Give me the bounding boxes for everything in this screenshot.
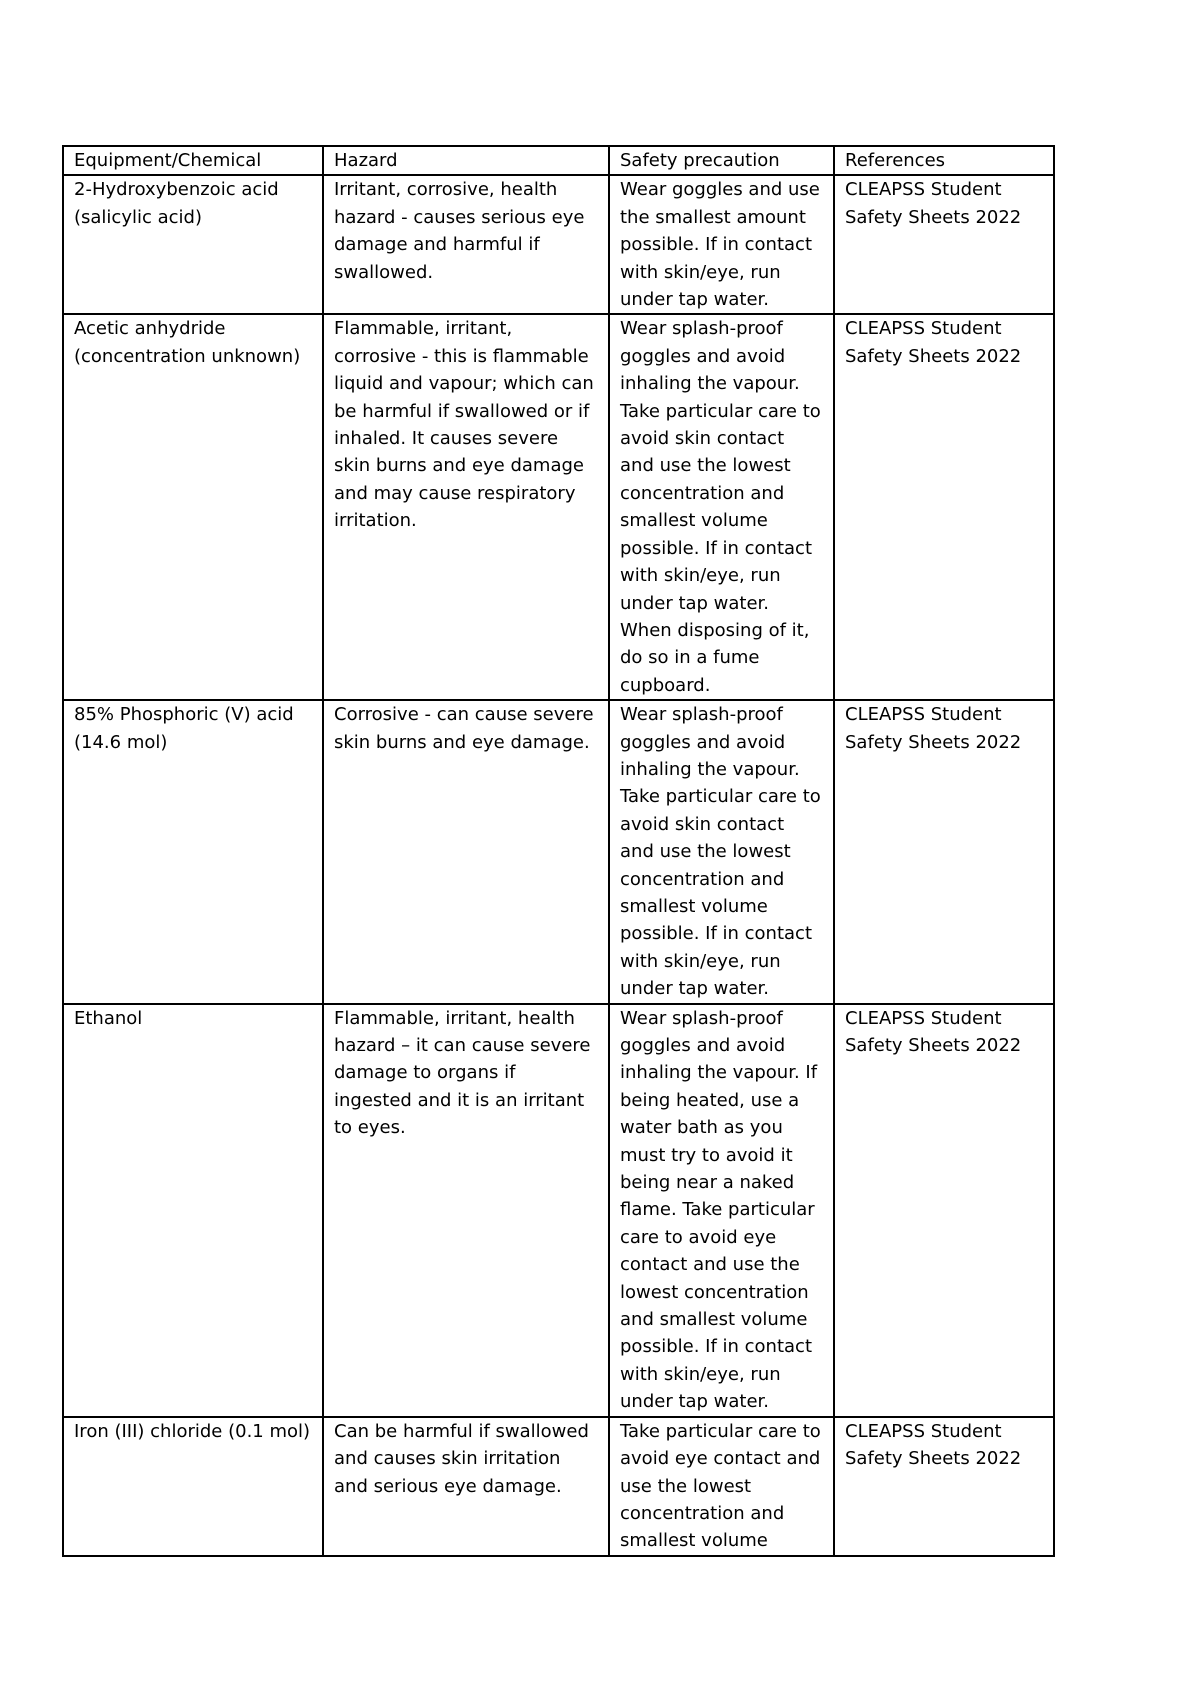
chemical-cell: Ethanol: [63, 1004, 323, 1417]
hazard-cell: Corrosive - can cause severe skin burns and eye damage.: [323, 700, 609, 1003]
hazard-cell: Irritant, corrosive, health hazard - causes serious eye damage and harmful if swallowed.: [323, 175, 609, 314]
hazard-cell: Flammable, irritant, health hazard – it can cause severe damage to organs if ingested and it is an irritant to eyes.: [323, 1004, 609, 1417]
table-row: [63, 1004, 1054, 1417]
reference-cell: CLEAPSS Student Safety Sheets 2022: [834, 700, 1054, 1003]
header-references: References: [834, 146, 1054, 175]
header-equipment-chemical: Equipment/Chemical: [63, 146, 323, 175]
chemical-cell: 85% Phosphoric (V) acid (14.6 mol): [63, 700, 323, 1003]
table-row: [63, 314, 1054, 700]
chemical-cell: 2-Hydroxybenzoic acid (salicylic acid): [63, 175, 323, 314]
precaution-cell: Take particular care to avoid eye contact and use the lowest concentration and smallest volume: [609, 1417, 834, 1556]
hazard-cell: Can be harmful if swallowed and causes skin irritation and serious eye damage.: [323, 1417, 609, 1556]
precaution-cell: Wear splash-proof goggles and avoid inhaling the vapour. Take particular care to avoid skin contact and use the lowest concentration and smallest volume possible. If in contact with skin/eye, run under tap water.: [609, 700, 834, 1003]
header-safety-precaution: Safety precaution: [609, 146, 834, 175]
precaution-cell: Wear goggles and use the smallest amount possible. If in contact with skin/eye, run under tap water.: [609, 175, 834, 314]
reference-cell: CLEAPSS Student Safety Sheets 2022: [834, 1004, 1054, 1417]
reference-cell: CLEAPSS Student Safety Sheets 2022: [834, 314, 1054, 700]
table-row: [63, 175, 1054, 314]
table-row: [63, 700, 1054, 1003]
precaution-cell: Wear splash-proof goggles and avoid inhaling the vapour. Take particular care to avoid skin contact and use the lowest concentration and smallest volume possible. If in contact with skin/eye, run under tap water. When disposing of it, do so in a fume cupboard.: [609, 314, 834, 700]
hazard-cell: Flammable, irritant, corrosive - this is flammable liquid and vapour; which can be harmful if swallowed or if inhaled. It causes severe skin burns and eye damage and may cause respiratory irritation.: [323, 314, 609, 700]
reference-cell: CLEAPSS Student Safety Sheets 2022: [834, 1417, 1054, 1556]
chemical-cell: Iron (III) chloride (0.1 mol): [63, 1417, 323, 1556]
header-hazard: Hazard: [323, 146, 609, 175]
risk-assessment-table: [62, 145, 1055, 1557]
table-row: [63, 1417, 1054, 1556]
table-header-row: [63, 146, 1054, 175]
reference-cell: CLEAPSS Student Safety Sheets 2022: [834, 175, 1054, 314]
precaution-cell: Wear splash-proof goggles and avoid inhaling the vapour. If being heated, use a water bath as you must try to avoid it being near a naked flame. Take particular care to avoid eye contact and use the lowest concentration and smallest volume possible. If in contact with skin/eye, run under tap water.: [609, 1004, 834, 1417]
chemical-cell: Acetic anhydride (concentration unknown): [63, 314, 323, 700]
